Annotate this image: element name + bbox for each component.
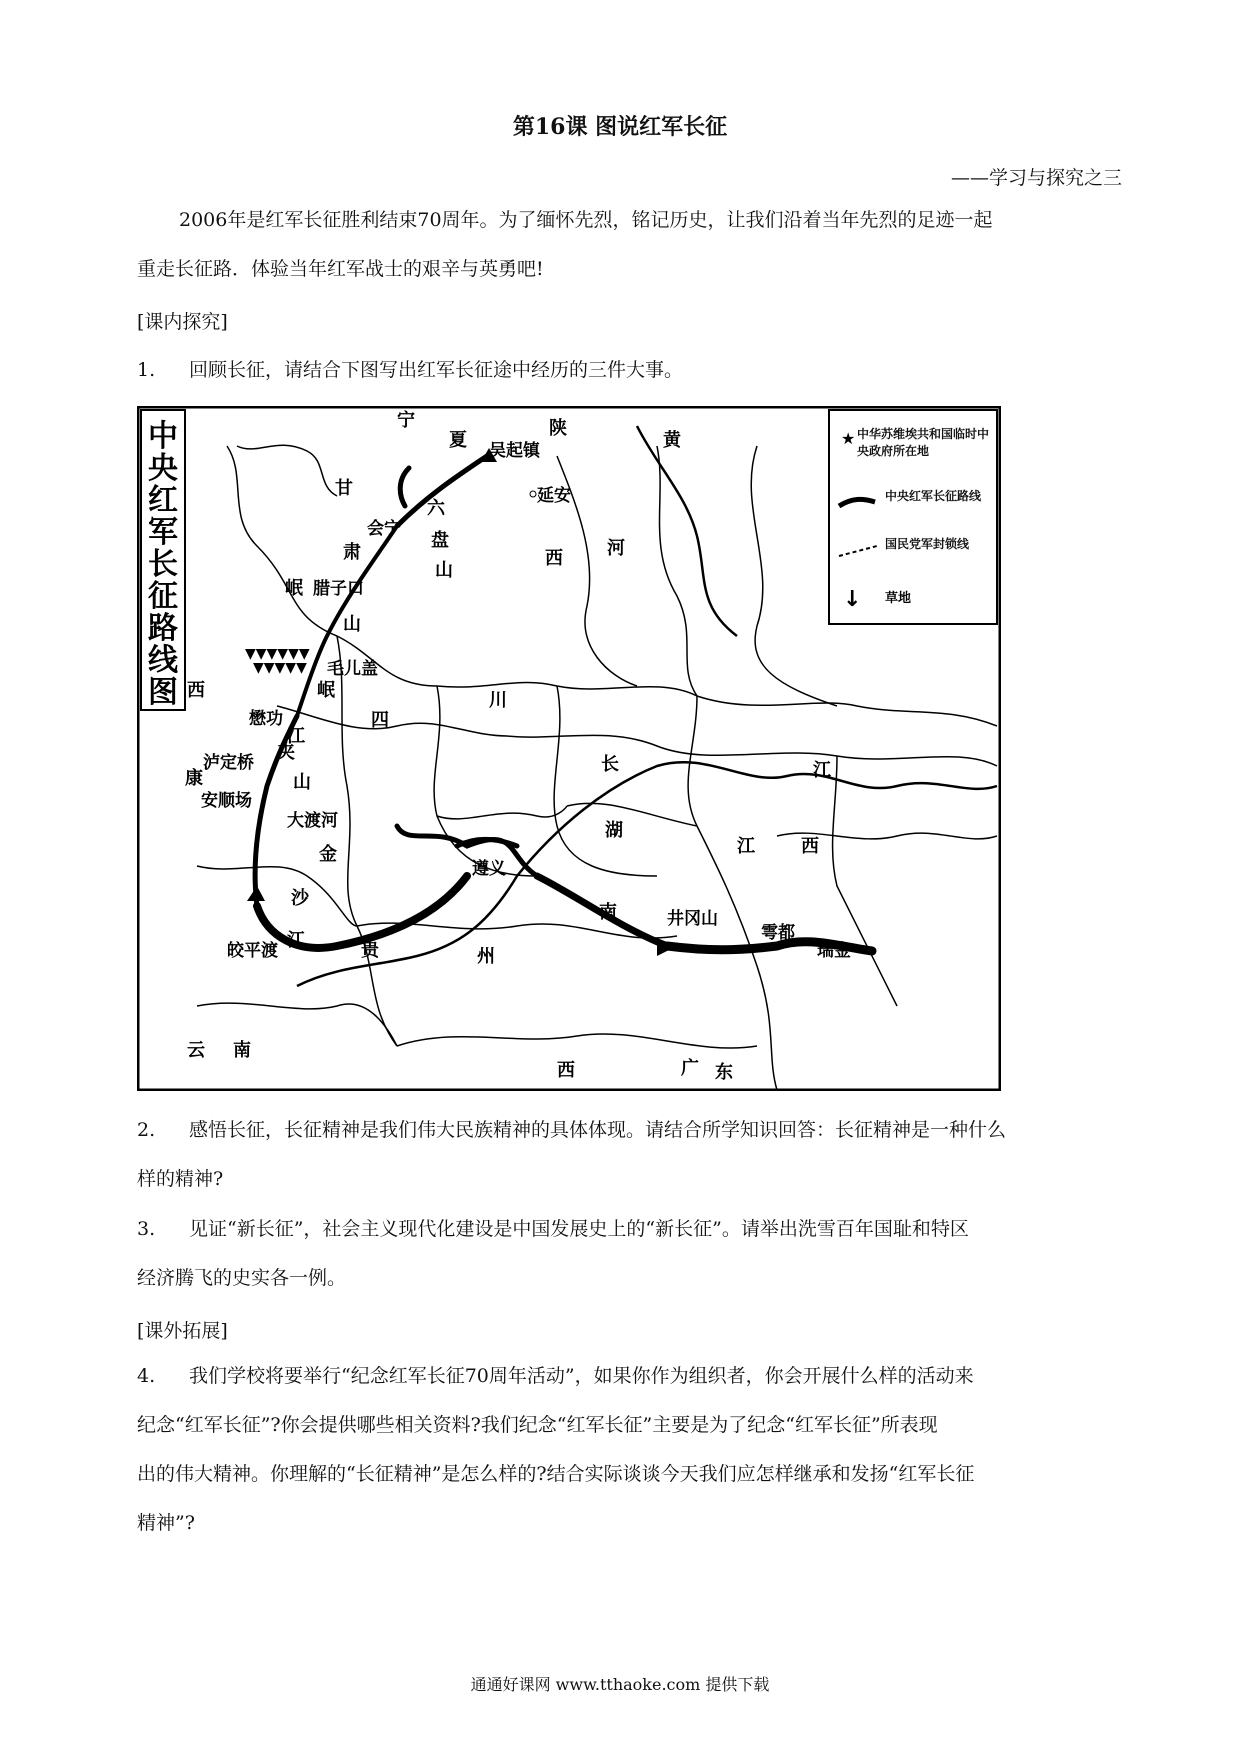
region-char: 广: [681, 1058, 699, 1079]
region-char: 夹: [277, 742, 295, 763]
region-char: 沙: [291, 888, 309, 909]
region-char: 南: [233, 1040, 251, 1061]
map-title-char: 线: [148, 643, 178, 678]
legend-grassland-label: 草地: [885, 591, 912, 606]
region-char: 州: [477, 946, 495, 967]
region-char: 山: [343, 614, 361, 635]
region-char: 六: [427, 498, 445, 519]
region-char: 西: [557, 1060, 575, 1081]
region-char: 西: [187, 680, 205, 701]
region-char: 江: [737, 836, 755, 857]
question-3-line-1: 见证“新长征”，社会主义现代化建设是中国发展史上的“新长征”。请举出洗雪百年国耻和特区: [189, 1218, 969, 1240]
region-char: 岷: [285, 578, 303, 599]
region-char: 山: [293, 772, 311, 793]
question-4-number: 4.: [137, 1365, 156, 1387]
region-char: 河: [607, 538, 625, 559]
region-char: 盘: [431, 530, 449, 551]
question-4-line-4: 精神”?: [137, 1512, 195, 1534]
region-char: 长: [601, 754, 619, 775]
region-char: 肃: [343, 542, 361, 563]
question-3-number: 3.: [137, 1218, 156, 1240]
question-4-line-3: 出的伟大精神。你理解的“长征精神”是怎么样的?结合实际谈谈今天我们应怎样继承和发扬“红军长征: [137, 1463, 975, 1485]
place-jiaopingdu: 皎平渡: [227, 941, 278, 961]
region-char: 宁: [397, 410, 415, 431]
place-ruijin: 瑞金: [817, 941, 851, 961]
region-char: 康: [185, 768, 203, 789]
place-yanan: 延安: [537, 486, 571, 506]
region-char: 西: [801, 836, 819, 857]
question-4-line-2: 纪念“红军长征”?你会提供哪些相关资料?我们纪念“红军长征”主要是为了纪念“红军长征”所表现: [137, 1414, 938, 1436]
place-wuqizhen: 吴起镇: [489, 441, 540, 461]
svg-text:▼▼▼▼▼: ▼▼▼▼▼: [253, 660, 307, 676]
map-title-char: 长: [148, 547, 178, 582]
region-char: 江: [287, 726, 305, 747]
grassland-marks: [245, 646, 310, 676]
place-maoergai: 毛儿盖: [327, 659, 378, 679]
region-char: 黄: [663, 430, 681, 451]
grassland-arrow-icon: ↓: [843, 587, 862, 612]
lesson-title: 第16课 图说红军长征: [512, 114, 728, 140]
region-char: 江: [813, 760, 831, 781]
intro-line-2: 重走长征路．体验当年红军战士的艰辛与英勇吧!: [137, 258, 544, 280]
question-1-text: 回顾长征，请结合下图写出红军长征途中经历的三件大事。: [189, 359, 684, 381]
map-title-char: 征: [148, 579, 178, 614]
section-heading-extension: [课外拓展]: [137, 1320, 228, 1342]
place-anshunchang: 安顺场: [201, 791, 252, 811]
legend-route-label: 中央红军长征路线: [885, 489, 982, 503]
svg-text:▼▼▼▼▼▼: ▼▼▼▼▼▼: [245, 646, 310, 662]
region-char: 川: [489, 690, 507, 711]
place-huining: 会宁: [367, 519, 401, 539]
region-char: 夏: [449, 430, 467, 451]
question-2-number: 2.: [137, 1119, 156, 1141]
legend-capital-label: 中华苏维埃共和国临时中央政府所在地: [857, 427, 990, 458]
region-char: 甘: [335, 478, 353, 499]
section-heading-in-class: [课内探究]: [137, 311, 228, 333]
map-title-char: 央: [148, 451, 178, 486]
place-yudu: 雩都: [761, 923, 795, 943]
question-1-number: 1.: [137, 359, 156, 381]
long-march-route-map: [137, 406, 1001, 1091]
map-title-char: 路: [148, 611, 178, 646]
intro-line-1: 2006年是红军长征胜利结束70周年。为了缅怀先烈，铭记历史，让我们沿着当年先烈的足迹一起: [179, 209, 993, 231]
question-4-line-1: 我们学校将要举行“纪念红军长征70周年活动”，如果你作为组织者，你会开展什么样的活动来: [189, 1365, 974, 1387]
region-char: 西: [545, 548, 563, 569]
question-2-line-1: 感悟长征，长征精神是我们伟大民族精神的具体体现。请结合所学知识回答：长征精神是一种什么: [189, 1119, 1007, 1141]
region-char: 江: [287, 930, 305, 951]
question-4: [137, 1352, 1122, 1548]
region-char: 湖: [605, 820, 623, 841]
region-char: 东: [715, 1062, 733, 1083]
page-footer: 通通好课网 www.tthaoke.com 提供下载: [470, 1675, 770, 1694]
place-maogong: 懋功: [249, 709, 283, 729]
region-char: 四: [371, 710, 389, 731]
map-title: [148, 419, 179, 710]
map-title-char: 军: [148, 515, 178, 550]
question-2: [137, 1106, 1122, 1204]
region-char: 南: [599, 902, 617, 923]
region-char: 山: [435, 560, 453, 581]
place-daduhe: 大渡河: [287, 811, 338, 831]
question-3: [137, 1205, 1122, 1303]
question-3-line-2: 经济腾飞的史实各一例。: [137, 1267, 347, 1289]
question-2-line-2: 样的精神?: [137, 1168, 224, 1190]
region-char: 贵: [361, 940, 379, 961]
legend-item-capital: [841, 426, 993, 482]
place-lazikou: 腊子口: [313, 579, 364, 599]
intro-paragraph: [137, 196, 1122, 294]
star-icon: ★: [841, 429, 856, 448]
map-title-char: 图: [148, 675, 178, 710]
legend-blockade-label: 国民党军封锁线: [885, 537, 970, 551]
region-char: 金: [319, 844, 337, 865]
region-char: 岷: [317, 680, 335, 701]
map-title-char: 红: [148, 483, 178, 518]
place-jinggangshan: 井冈山: [667, 909, 718, 929]
place-zunyi: 遵义: [472, 859, 506, 879]
region-char: 云: [187, 1040, 205, 1061]
lesson-subtitle: ——学习与探究之三: [950, 167, 1122, 189]
question-1: [137, 346, 1122, 395]
region-char: 陕: [549, 418, 567, 439]
map-title-char: 中: [148, 419, 178, 454]
place-ludingqiao: 泸定桥: [203, 753, 254, 773]
